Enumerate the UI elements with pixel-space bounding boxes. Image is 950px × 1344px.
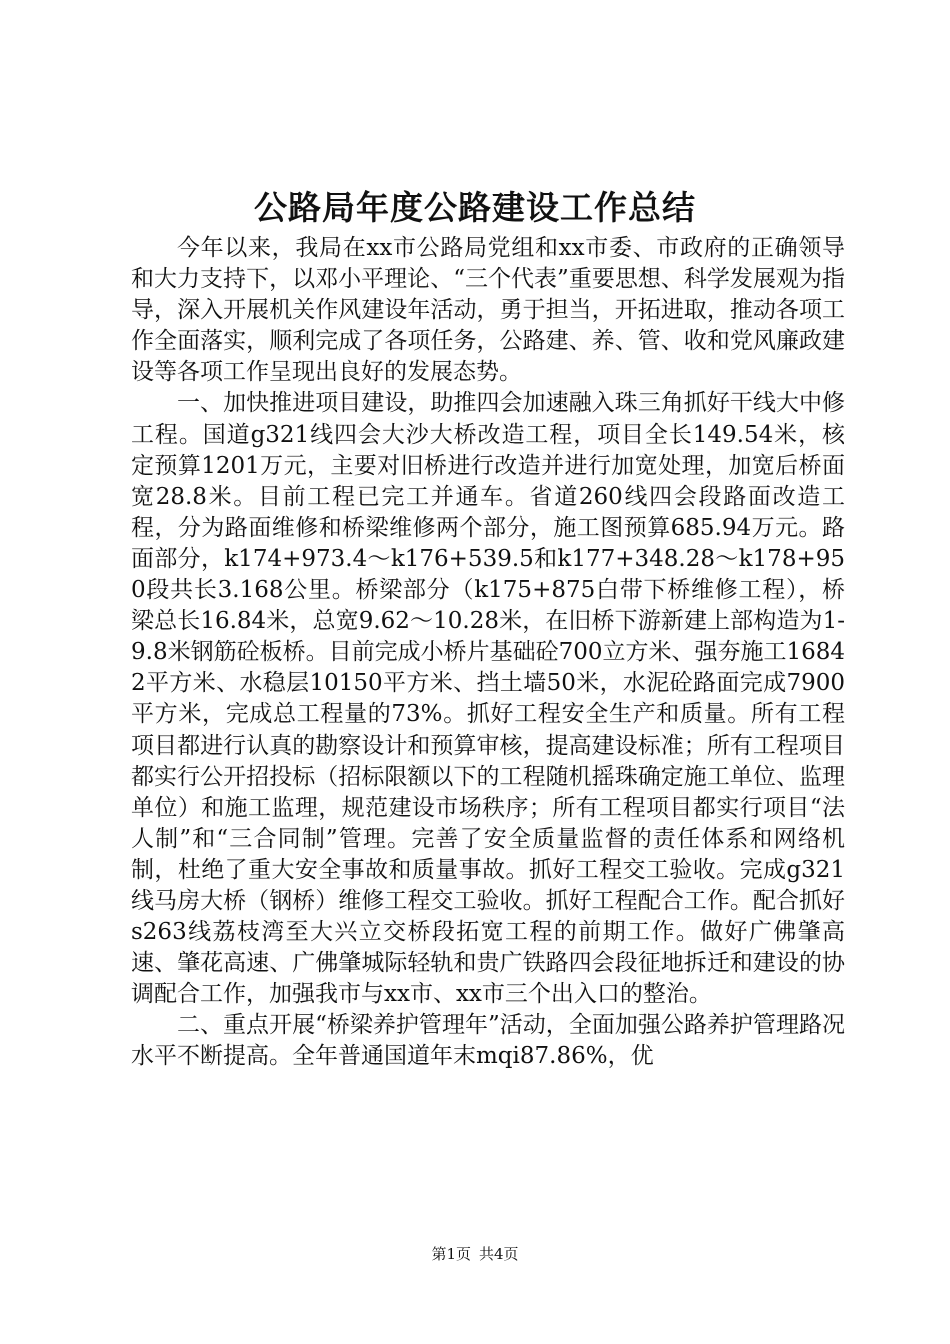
page-number: 第1页 <box>431 1245 471 1263</box>
document-title: 公路局年度公路建设工作总结 <box>254 188 696 227</box>
paragraph-section-one: 一、加快推进项目建设，助推四会加速融入珠三角抓好干线大中修工程。国道g321线四会大沙大桥改造工程，项目全长149.54米，核定预算1201万元，主要对旧桥进行改造并进行加宽处理，加宽后桥面宽28.8米。目前工程已完工并通车。省道260线四会段路面改造工程，分为路面维修和桥梁维修两个部分，施工图预算685.94万元。路面部分，k174+973.4～k176+539.5和k177+348.28～k178+950段共长3.168公里。桥梁部分（k175+875白带下桥维修工程），桥梁总长16.84米，总宽9.62～10.28米，在旧桥下游新建上部构造为1-9.8米钢筋砼板桥。目前完成小桥片基础砼700立方米、强夯施工16842平方米、水稳层10150平方米、挡土墙50米，水泥砼路面完成7900平方米，完成总工程量的73%。抓好工程安全生产和质量。所有工程项目都进行认真的勘察设计和预算审核，提高建设标准；所有工程项目都实行公开招投标（招标限额以下的工程随机摇珠确定施工单位、监理单位）和施工监理，规范建设市场秩序；所有工程项目都实行项目“法人制”和“三合同制”管理。完善了安全质量监督的责任体系和网络机制，杜绝了重大安全事故和质量事故。抓好工程交工验收。完成g321线马房大桥（钢桥）维修工程交工验收。抓好工程配合工作。配合抓好s263线荔枝湾至大兴立交桥段拓宽工程的前期工作。做好广佛肇高速、肇花高速、广佛肇城际轻轨和贵广铁路四会段征地拆迁和建设的协调配合工作，加强我市与xx市、xx市三个出入口的整治。 <box>131 390 846 1008</box>
page-total: 共4页 <box>479 1245 519 1263</box>
paragraph-intro: 今年以来，我局在xx市公路局党组和xx市委、市政府的正确领导和大力支持下，以邓小平理论、“三个代表”重要思想、科学发展观为指导，深入开展机关作风建设年活动，勇于担当，开拓进取，推动各项工作全面落实，顺利完成了各项任务，公路建、养、管、收和党风廉政建设等各项工作呈现出良好的发展态势。 <box>131 235 845 386</box>
page-footer <box>0 1244 950 1264</box>
document-body <box>131 233 845 1073</box>
paragraph-section-two: 二、重点开展“桥梁养护管理年”活动，全面加强公路养护管理路况水平不断提高。全年普通国道年末mqi87.86%，优 <box>131 1012 845 1070</box>
